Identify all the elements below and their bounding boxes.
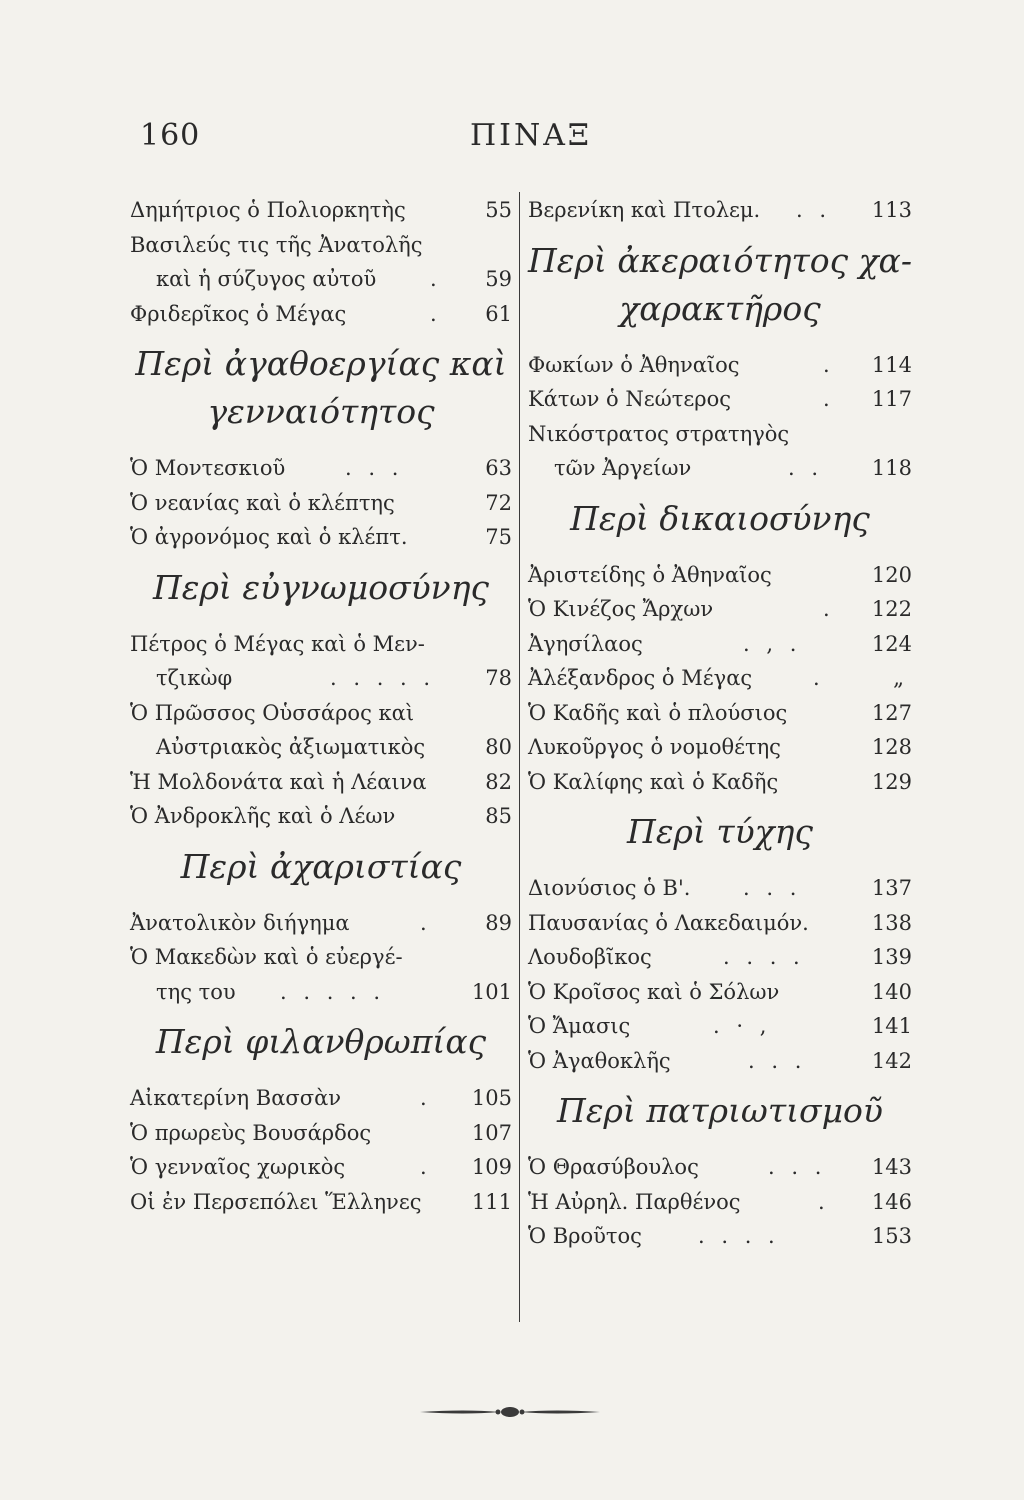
index-entry bbox=[528, 1184, 912, 1219]
section-heading bbox=[130, 330, 512, 450]
entry-title: Νικόστρατος στρατηγὸς bbox=[528, 421, 790, 446]
leader-dots: . bbox=[823, 352, 835, 377]
entry-title: Βερενίκη καὶ Πτολεμ. bbox=[528, 198, 761, 222]
index-entry bbox=[130, 764, 512, 799]
entry-title: τζικὼφ bbox=[156, 666, 233, 690]
section-heading-line: γενναιότητος bbox=[207, 392, 435, 431]
entry-page: 59 bbox=[485, 267, 512, 291]
entry-title: Ὁ νεανίας καὶ ὁ κλέπτης bbox=[130, 490, 395, 515]
entry-title: Ὁ ἀγρονόμος καὶ ὁ κλέπτ. bbox=[130, 525, 408, 549]
entry-title: Ὁ Θρασύβουλος bbox=[528, 1155, 699, 1179]
entry-page: 80 bbox=[485, 735, 512, 759]
leader-dots: . . . . bbox=[723, 945, 805, 969]
entry-title: Ἀλέξανδρος ὁ Μέγας bbox=[528, 666, 753, 690]
index-entry bbox=[130, 939, 512, 974]
entry-page: 120 bbox=[871, 562, 912, 587]
entry-page: 138 bbox=[871, 910, 912, 935]
index-entry bbox=[130, 1184, 512, 1219]
leader-dots: . bbox=[818, 1189, 830, 1214]
leader-dots: . . . bbox=[748, 1048, 807, 1073]
entry-title: Παυσανίας ὁ Λακεδαιμόν. bbox=[528, 910, 809, 935]
entry-title: Διονύσιος ὁ Β'. bbox=[528, 876, 691, 900]
index-entry bbox=[130, 1080, 512, 1115]
entry-page: 89 bbox=[485, 910, 512, 935]
leader-dots: . . . . . bbox=[280, 979, 386, 1004]
entry-page: 146 bbox=[871, 1189, 912, 1214]
entry-page: 101 bbox=[471, 979, 512, 1004]
entry-page: „ bbox=[893, 666, 904, 690]
section-heading bbox=[528, 798, 912, 870]
section-heading bbox=[528, 1077, 912, 1149]
entry-page: 63 bbox=[485, 456, 512, 480]
index-entry bbox=[130, 695, 512, 730]
entry-title: τῶν Ἀργείων bbox=[554, 456, 692, 480]
entry-title: Ὁ γενναῖος χωρικὸς bbox=[130, 1155, 346, 1179]
entry-page: 114 bbox=[871, 352, 912, 377]
section-heading bbox=[528, 485, 912, 557]
index-entry bbox=[528, 870, 912, 905]
entry-title: Ὁ Ἀγαθοκλῆς bbox=[528, 1048, 671, 1073]
section-heading-line: Περὶ φιλανθρωπίας bbox=[155, 1022, 487, 1061]
leader-dots: . . . bbox=[743, 876, 802, 900]
entry-page: 142 bbox=[871, 1048, 912, 1073]
entry-page: 82 bbox=[485, 769, 512, 794]
page-number: 160 bbox=[140, 118, 201, 153]
index-entry bbox=[528, 192, 912, 227]
entry-page: 111 bbox=[471, 1189, 512, 1214]
section-heading bbox=[130, 554, 512, 626]
section-heading-line: χαρακτῆρος bbox=[619, 288, 821, 328]
leader-dots: . bbox=[430, 267, 442, 291]
index-entry bbox=[528, 1008, 912, 1043]
entry-page: 118 bbox=[871, 456, 912, 480]
end-ornament bbox=[420, 1404, 600, 1420]
entry-page: 109 bbox=[471, 1155, 512, 1179]
entry-page: 153 bbox=[871, 1224, 912, 1248]
section-heading-line: Περὶ εὐγνωμοσύνης bbox=[153, 567, 489, 607]
leader-dots: . , . bbox=[743, 631, 802, 656]
leader-dots: . . . bbox=[768, 1155, 827, 1179]
section-heading bbox=[130, 1008, 512, 1080]
entry-title: Λυκοῦργος ὁ νομοθέτης bbox=[528, 735, 781, 759]
leader-dots: . bbox=[430, 301, 442, 326]
index-entry bbox=[528, 1149, 912, 1184]
entry-title: Οἱ ἐν Περσεπόλει Ἕλληνες bbox=[130, 1189, 422, 1214]
entry-page: 141 bbox=[871, 1014, 912, 1038]
leader-dots: . bbox=[813, 666, 825, 690]
entry-title: Αἰκατερίνη Βασσὰν bbox=[130, 1086, 342, 1110]
index-entry bbox=[130, 192, 512, 227]
entry-page: 78 bbox=[485, 666, 512, 690]
leader-dots: . · , bbox=[713, 1014, 772, 1038]
leader-dots: . . bbox=[788, 456, 824, 480]
running-title: ΠΙΝΑΞ bbox=[470, 118, 593, 153]
index-entry bbox=[130, 227, 512, 262]
index-entry bbox=[130, 261, 512, 296]
index-entry bbox=[130, 974, 512, 1009]
index-entry bbox=[130, 296, 512, 331]
section-heading-line: Περὶ ἀγαθοεργίας καὶ bbox=[135, 344, 507, 383]
entry-page: 143 bbox=[871, 1155, 912, 1179]
section-heading-line: Περὶ ἀχαριστίας bbox=[180, 846, 462, 886]
index-entry bbox=[528, 974, 912, 1009]
leader-dots: . . bbox=[796, 198, 832, 222]
index-entry bbox=[130, 626, 512, 661]
entry-title: Ἡ Αὐρηλ. Παρθένος bbox=[528, 1189, 741, 1214]
index-entry bbox=[528, 1218, 912, 1253]
index-entry bbox=[528, 347, 912, 382]
section-heading-line: Περὶ τύχης bbox=[627, 812, 813, 851]
entry-title: Ὁ Καλίφης καὶ ὁ Καδῆς bbox=[528, 769, 779, 794]
index-entry bbox=[130, 729, 512, 764]
index-entry bbox=[130, 798, 512, 833]
leader-dots: . . . bbox=[345, 456, 404, 480]
entry-page: 129 bbox=[871, 769, 912, 794]
entry-page: 105 bbox=[471, 1086, 512, 1110]
entry-page: 117 bbox=[871, 387, 912, 411]
leader-dots: . bbox=[420, 1155, 432, 1179]
index-entry bbox=[130, 519, 512, 554]
index-entry bbox=[130, 1149, 512, 1184]
index-entry bbox=[130, 450, 512, 485]
index-entry bbox=[528, 626, 912, 661]
index-entry bbox=[130, 905, 512, 940]
entry-page: 128 bbox=[871, 735, 912, 759]
section-heading-line: Περὶ πατριωτισμοῦ bbox=[557, 1091, 883, 1130]
index-entry bbox=[528, 939, 912, 974]
column-divider bbox=[519, 192, 520, 1322]
entry-title: Ἀριστείδης ὁ Ἀθηναῖος bbox=[528, 562, 772, 587]
entry-title: Λουδοβῖκος bbox=[528, 945, 652, 969]
entry-page: 140 bbox=[871, 979, 912, 1004]
index-entry bbox=[528, 660, 912, 695]
entry-title: Ἀνατολικὸν διήγημα bbox=[130, 910, 350, 935]
leader-dots: . bbox=[823, 597, 835, 621]
entry-title: καὶ ἡ σύζυγος αὐτοῦ bbox=[156, 267, 377, 291]
leader-dots: . . . . . bbox=[330, 666, 436, 690]
entry-title: Ὁ Μοντεσκιοῦ bbox=[130, 456, 286, 480]
section-heading bbox=[528, 227, 912, 347]
index-entry bbox=[528, 381, 912, 416]
index-entry bbox=[528, 1043, 912, 1078]
entry-title: Ἡ Μολδονάτα καὶ ἡ Λέαινα bbox=[130, 769, 427, 794]
entry-title: Κάτων ὁ Νεώτερος bbox=[528, 387, 731, 411]
entry-page: 113 bbox=[871, 198, 912, 222]
entry-title: Φριδερῖκος ὁ Μέγας bbox=[130, 301, 347, 326]
entry-title: Βασιλεύς τις τῆς Ἀνατολῆς bbox=[130, 232, 423, 257]
entry-title: Ὁ πρωρεὺς Βουσάρδος bbox=[130, 1120, 372, 1145]
leader-dots: . bbox=[420, 910, 432, 935]
entry-title: Ὁ Καδῆς καὶ ὁ πλούσιος bbox=[528, 700, 788, 725]
entry-title: Δημήτριος ὁ Πολιορκητὴς bbox=[130, 198, 406, 222]
entry-title: της του bbox=[156, 979, 236, 1004]
entry-title: Πέτρος ὁ Μέγας καὶ ὁ Μεν- bbox=[130, 631, 425, 656]
entry-title: Ὁ Πρῶσσος Οὑσσάρος καὶ bbox=[130, 700, 415, 725]
leader-dots: . bbox=[823, 387, 835, 411]
page-header bbox=[0, 118, 1024, 158]
entry-title: Ἀγησίλαος bbox=[528, 631, 643, 656]
entry-title: Φωκίων ὁ Ἀθηναῖος bbox=[528, 352, 740, 377]
entry-title: Ὁ Κροῖσος καὶ ὁ Σόλων bbox=[528, 979, 780, 1004]
index-entry bbox=[528, 450, 912, 485]
entry-title: Ὁ Μακεδὼν καὶ ὁ εὐεργέ- bbox=[130, 945, 403, 969]
entry-page: 127 bbox=[871, 700, 912, 725]
entry-title: Ὁ Ἄμασις bbox=[528, 1014, 631, 1038]
index-entry bbox=[528, 729, 912, 764]
entry-page: 61 bbox=[485, 301, 512, 326]
entry-title: Ὁ Ἀνδροκλῆς καὶ ὁ Λέων bbox=[130, 804, 396, 828]
entry-title: Ὁ Βροῦτος bbox=[528, 1224, 642, 1248]
entry-page: 107 bbox=[471, 1120, 512, 1145]
index-column-right bbox=[528, 192, 912, 1253]
entry-page: 124 bbox=[871, 631, 912, 656]
index-entry bbox=[528, 557, 912, 592]
index-entry bbox=[130, 660, 512, 695]
index-entry bbox=[528, 695, 912, 730]
entry-page: 122 bbox=[871, 597, 912, 621]
entry-page: 139 bbox=[871, 945, 912, 969]
entry-page: 137 bbox=[871, 876, 912, 900]
leader-dots: . . . . bbox=[698, 1224, 780, 1248]
index-column-left bbox=[130, 192, 512, 1218]
index-entry bbox=[528, 764, 912, 799]
entry-title: Ὁ Κινέζος Ἄρχων bbox=[528, 597, 714, 621]
entry-title: Αὐστριακὸς ἀξιωματικὸς bbox=[156, 735, 426, 759]
entry-page: 72 bbox=[485, 490, 512, 515]
index-entry bbox=[528, 905, 912, 940]
entry-page: 75 bbox=[485, 525, 512, 549]
index-entry bbox=[130, 1115, 512, 1150]
index-entry bbox=[528, 591, 912, 626]
index-entry bbox=[130, 485, 512, 520]
index-entry bbox=[528, 416, 912, 451]
section-heading-line: Περὶ δικαιοσύνης bbox=[570, 498, 870, 538]
section-heading bbox=[130, 833, 512, 905]
section-heading-line: Περὶ ἀκεραιότητος χα- bbox=[528, 240, 912, 280]
leader-dots: . bbox=[420, 1086, 432, 1110]
entry-page: 85 bbox=[485, 804, 512, 828]
entry-page: 55 bbox=[485, 198, 512, 222]
